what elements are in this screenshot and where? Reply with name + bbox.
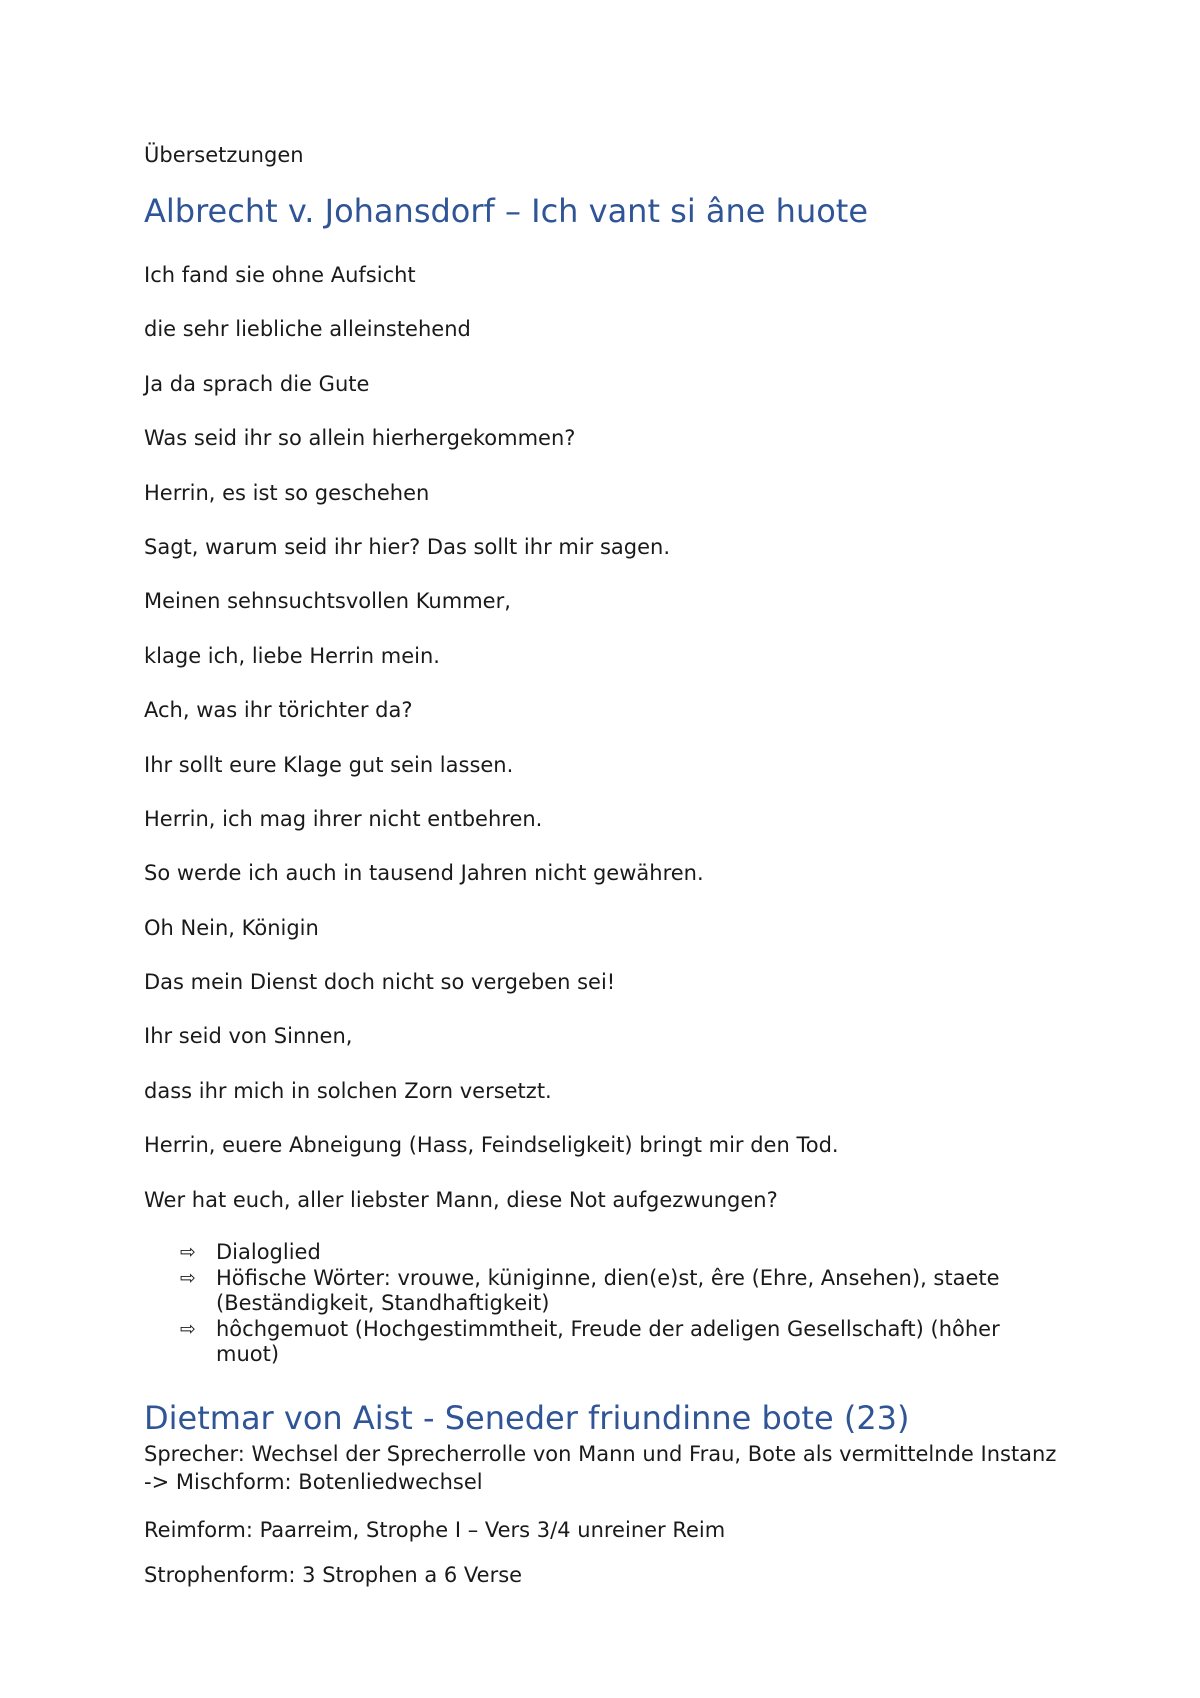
arrow-right-outline-icon: ⇨ [180, 1241, 196, 1263]
section2-title: Dietmar von Aist - Seneder friundinne bote (23) [144, 1399, 910, 1437]
bullet-text: Dialoglied [216, 1240, 321, 1264]
bullet-item [180, 1240, 1064, 1266]
bullet-text: hôchgemuot (Hochgestimmtheit, Freude der adeligen Gesellschaft) (hôher muot) [216, 1316, 1000, 1366]
paragraph-rhyme: Reimform: Paarreim, Strophe I – Vers 3/4 unreiner Reim [144, 1518, 726, 1542]
verse-line: Herrin, euere Abneigung (Hass, Feindseligkeit) bringt mir den Tod. [144, 1133, 839, 1158]
verse-line: Ihr seid von Sinnen, [144, 1024, 353, 1049]
section1-title: Albrecht v. Johansdorf – Ich vant si âne huote [144, 192, 869, 230]
bullet-item [180, 1317, 1064, 1368]
verse-lines [144, 262, 839, 1241]
verse-line: Ach, was ihr törichter da? [144, 698, 413, 723]
arrow-right-outline-icon: ⇨ [180, 1266, 196, 1289]
verse-line: Herrin, ich mag ihrer nicht entbehren. [144, 806, 543, 831]
paragraph-stanza: Strophenform: 3 Strophen a 6 Verse [144, 1563, 523, 1587]
verse-line: Ich fand sie ohne Aufsicht [144, 263, 416, 287]
verse-line: Das mein Dienst doch nicht so vergeben sei! [144, 970, 616, 995]
verse-line: Ihr sollt eure Klage gut sein lassen. [144, 752, 514, 777]
bullet-item [180, 1266, 1064, 1317]
verse-line: klage ich, liebe Herrin mein. [144, 643, 440, 668]
verse-line: dass ihr mich in solchen Zorn versetzt. [144, 1078, 552, 1103]
section-label: Übersetzungen [144, 143, 304, 167]
arrow-right-outline-icon: ⇨ [180, 1317, 196, 1340]
verse-line: Herrin, es ist so geschehen [144, 480, 430, 505]
verse-line: die sehr liebliche alleinstehend [144, 317, 471, 342]
verse-line: Meinen sehnsuchtsvollen Kummer, [144, 589, 511, 614]
verse-line: Ja da sprach die Gute [144, 371, 370, 396]
bullet-text: Höfische Wörter: vrouwe, küniginne, dien(e)st, êre (Ehre, Ansehen), staete (Beständigkeit, Standhaftigkeit) [216, 1265, 1000, 1315]
verse-line: Was seid ihr so allein hierhergekommen? [144, 426, 576, 451]
verse-line: Sagt, warum seid ihr hier? Das sollt ihr mir sagen. [144, 534, 671, 559]
verse-line: Wer hat euch, aller liebster Mann, diese Not aufgezwungen? [144, 1187, 778, 1212]
verse-line: Oh Nein, Königin [144, 915, 319, 940]
bullet-list [180, 1240, 1064, 1368]
verse-line: So werde ich auch in tausend Jahren nicht gewähren. [144, 861, 704, 886]
paragraph-speaker: Sprecher: Wechsel der Sprecherrolle von Mann und Frau, Bote als vermittelnde Instanz -> Mischform: Botenliedwechsel [144, 1442, 1057, 1494]
